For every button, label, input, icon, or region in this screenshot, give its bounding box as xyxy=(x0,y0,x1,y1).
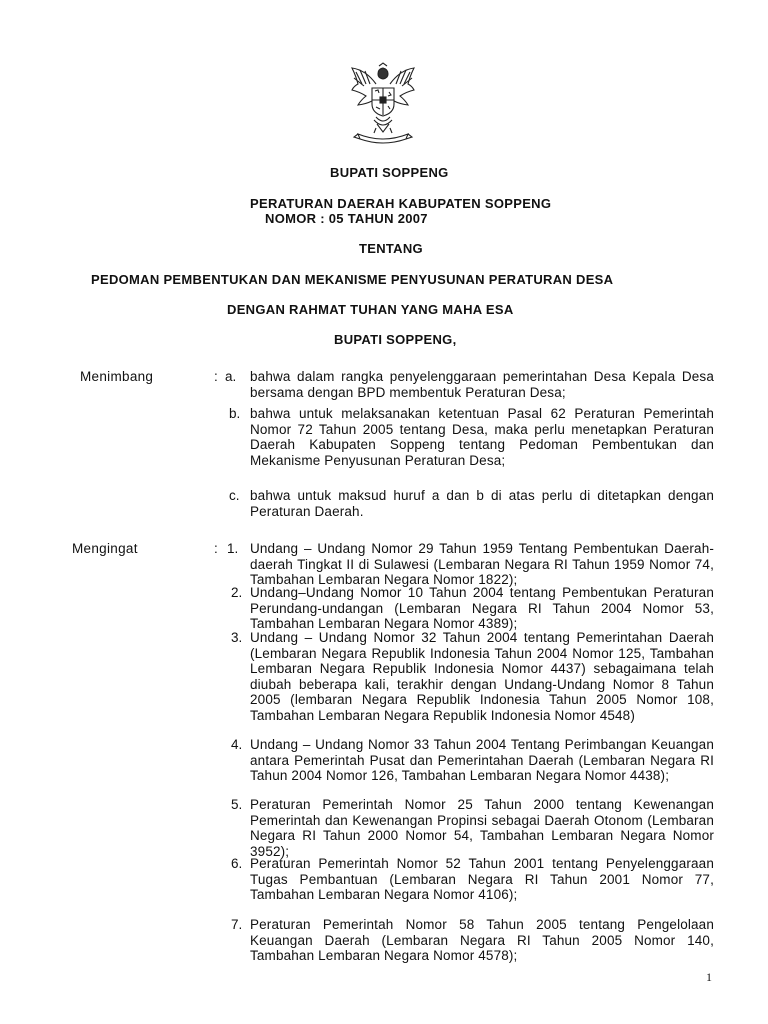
mengingat-item-text: Undang – Undang Nomor 33 Tahun 2004 Tentang Perimbangan Keuangan antara Pemerintah Pusat dan Pemerintahan Daerah (Lembaran Negara RI Tahun 2004 Nomor 126, Tambahan Lembaran Negara Nomor 4438); xyxy=(250,737,714,783)
grace-heading: DENGAN RAHMAT TUHAN YANG MAHA ESA xyxy=(227,302,514,317)
mengingat-colon: : xyxy=(214,541,218,556)
menimbang-item-text: bahwa dalam rangka penyelenggaraan pemerintahan Desa Kepala Desa bersama dengan BPD membentuk Peraturan Desa; xyxy=(250,369,714,400)
mengingat-item-text: Peraturan Pemerintah Nomor 25 Tahun 2000 tentang Kewenangan Pemerintah dan Kewenangan Propinsi sebagai Daerah Otonom (Lembaran Negara RI Tahun 2000 Nomor 54, Tambahan Lembaran Negara Nomor 3952); xyxy=(250,797,714,859)
mengingat-item-text: Undang – Undang Nomor 32 Tahun 2004 tentang Pemerintahan Daerah (Lembaran Negara Republik Indonesia Tahun 2004 Nomor 125, Tambahan Lembaran Negara Republik Indonesia Nomor 4437) sebagaimana telah diubah beberapa kali, terakhir dengan Undang-Undang Nomor 8 Tahun 2005 (lembaran Negara Republik Indonesia Tahun 2005 Nomor 108, Tambahan Lembaran Negara Republik Indonesia Nomor 4548) xyxy=(250,630,714,723)
about-heading: TENTANG xyxy=(359,241,423,256)
mengingat-item-text: Undang–Undang Nomor 10 Tahun 2004 tentang Pembentukan Peraturan Perundang-undangan (Lembaran Negara RI Tahun 2004 Nomor 53, Tambahan Lembaran Negara Nomor 4389); xyxy=(250,585,714,631)
mengingat-item-mark: 5. xyxy=(231,797,243,812)
regent-heading: BUPATI SOPPENG xyxy=(330,165,449,180)
menimbang-item-mark: b. xyxy=(229,406,241,421)
regulation-title: PERATURAN DAERAH KABUPATEN SOPPENG xyxy=(250,196,552,211)
garuda-pancasila-icon xyxy=(346,62,420,146)
mengingat-label: Mengingat xyxy=(72,541,138,556)
regulation-number: NOMOR : 05 TAHUN 2007 xyxy=(265,211,428,226)
menimbang-item-text: bahwa untuk melaksanakan ketentuan Pasal 62 Peraturan Pemerintah Nomor 72 Tahun 2005 tentang Desa, maka perlu menetapkan Peraturan Daerah Kabupaten Soppeng tentang Pedoman Pembentukan dan Mekanisme Penyusunan Peraturan Desa; xyxy=(250,406,714,468)
menimbang-label: Menimbang xyxy=(80,369,154,384)
regent-signatory: BUPATI SOPPENG, xyxy=(334,332,457,347)
menimbang-item-mark: a. xyxy=(225,369,237,384)
mengingat-item-text: Peraturan Pemerintah Nomor 58 Tahun 2005 tentang Pengelolaan Keuangan Daerah (Lembaran Negara RI Tahun 2005 Nomor 140, Tambahan Lembaran Negara Nomor 4578); xyxy=(250,917,714,963)
mengingat-item-mark: 3. xyxy=(231,630,243,645)
page-number: 1 xyxy=(706,970,712,984)
mengingat-item-mark: 6. xyxy=(231,856,243,871)
regulation-subject: PEDOMAN PEMBENTUKAN DAN MEKANISME PENYUSUNAN PERATURAN DESA xyxy=(91,272,614,287)
mengingat-item-mark: 4. xyxy=(231,737,243,752)
menimbang-colon: : xyxy=(214,369,218,384)
menimbang-item-text: bahwa untuk maksud huruf a dan b di atas perlu di ditetapkan dengan Peraturan Daerah. xyxy=(250,488,714,519)
mengingat-item-mark: 7. xyxy=(231,917,243,932)
mengingat-item-text: Undang – Undang Nomor 29 Tahun 1959 Tentang Pembentukan Daerah-daerah Tingkat II di Sulawesi (Lembaran Negara RI Tahun 1959 Nomor 74, Tambahan Lembaran Negara Nomor 1822); xyxy=(250,541,714,587)
mengingat-item-text: Peraturan Pemerintah Nomor 52 Tahun 2001 tentang Penyelenggaraan Tugas Pembantuan (Lembaran Negara RI Tahun 2001 Nomor 77, Tambahan Lembaran Negara Nomor 4106); xyxy=(250,856,714,902)
menimbang-item-mark: c. xyxy=(229,488,240,503)
mengingat-item-mark: 2. xyxy=(231,585,243,600)
mengingat-item-mark: 1. xyxy=(227,541,239,556)
